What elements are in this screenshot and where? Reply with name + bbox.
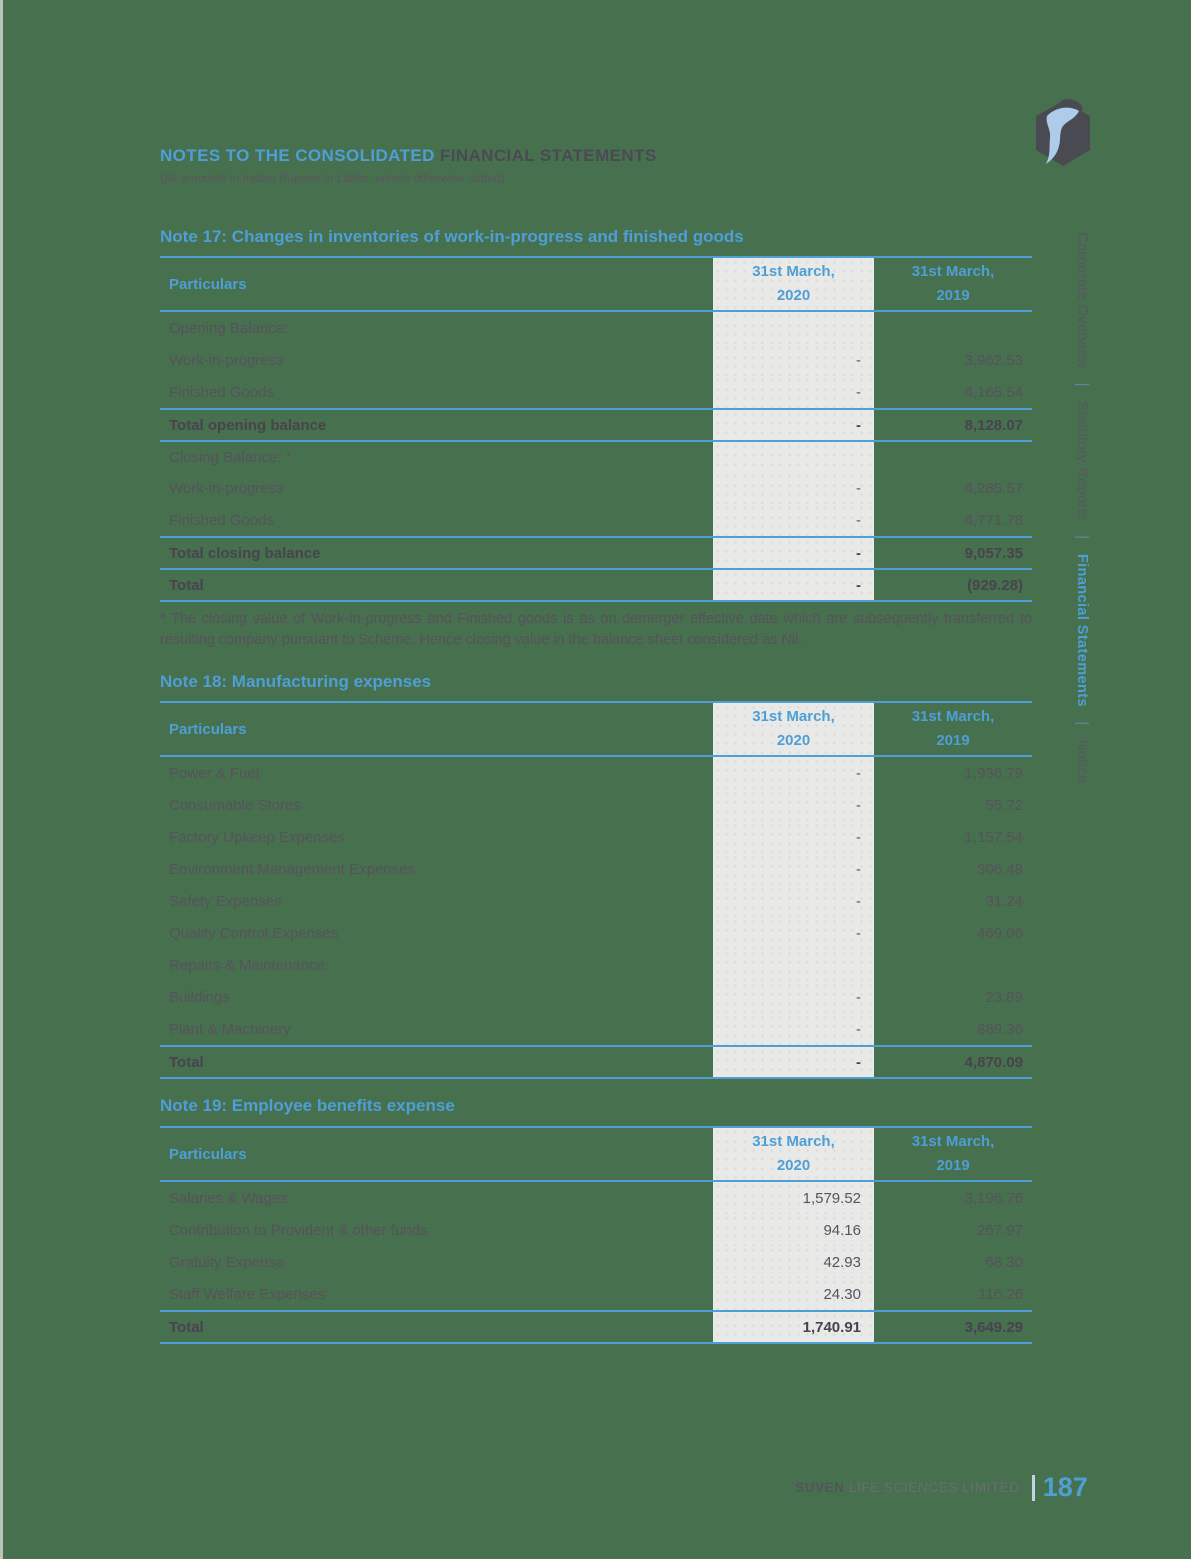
value-2020: 24.30	[713, 1278, 874, 1310]
value-2020	[713, 949, 874, 981]
column-header-2020: 31st March, 2020	[713, 258, 874, 310]
value-2020: -	[713, 570, 874, 600]
footer-separator	[1032, 1475, 1035, 1501]
suven-logo-icon	[1033, 98, 1093, 168]
value-2020: -	[713, 504, 874, 536]
table-row: Opening Balance:	[160, 312, 1032, 344]
column-header-2020: 31st March, 2020	[713, 1128, 874, 1180]
table-row: Power & Fuel - 1,936.79	[160, 757, 1032, 789]
value-2019: 31.24	[985, 892, 1023, 910]
value-2019: 55.72	[985, 796, 1023, 814]
table-row: Finished Goods - 4,165.54	[160, 376, 1032, 408]
table-row: Closing Balance: *	[160, 440, 1032, 472]
column-header-particulars: Particulars	[169, 275, 247, 293]
page-number: 187	[1042, 1472, 1088, 1502]
value-2019: 4,285.57	[964, 479, 1023, 497]
note17-table	[160, 256, 1032, 602]
page-subtitle: (All amounts in Indian Rupees In Lakhs, unless otherwise stated)	[160, 171, 505, 185]
table-header-row	[160, 258, 1032, 312]
note19-table	[160, 1126, 1032, 1344]
value-2019: 23.89	[985, 988, 1023, 1006]
value-2020: -	[713, 1047, 874, 1077]
company-name: SUVEN LIFE SCIENCES LIMITED	[795, 1480, 1020, 1495]
column-header-2020: 31st March, 2020	[713, 703, 874, 755]
table-row: Gratuity Expense 42.93 68.30	[160, 1246, 1032, 1278]
table-row: Staff Welfare Expenses 24.30 116.26	[160, 1278, 1032, 1310]
value-2020: -	[713, 1013, 874, 1045]
column-header-2019: 31st March, 2019	[911, 1133, 995, 1174]
value-2019: 267.97	[977, 1221, 1023, 1239]
table-row: Buildings - 23.89	[160, 981, 1032, 1013]
note18-title: Note 18: Manufacturing expenses	[160, 672, 432, 691]
value-2019: 3,962.53	[964, 351, 1023, 369]
value-2019: 889.36	[977, 1020, 1023, 1038]
table-header-row	[160, 703, 1032, 757]
value-2019: 4,771.78	[964, 511, 1023, 529]
page-title-primary: NOTES TO THE CONSOLIDATED	[160, 146, 435, 165]
value-2020: -	[713, 538, 874, 568]
page-title-secondary: FINANCIAL STATEMENTS	[439, 146, 657, 165]
value-2019: 68.30	[985, 1253, 1023, 1271]
value-2019: 3,196.76	[964, 1189, 1023, 1207]
value-2019: 8,128.07	[964, 416, 1023, 434]
table-row: Work-in-progress - 4,285.57	[160, 472, 1032, 504]
value-2019: 1,157.54	[964, 828, 1023, 846]
section-tabs	[1074, 232, 1090, 783]
value-2019: 3,649.29	[964, 1318, 1023, 1336]
value-2020: -	[713, 885, 874, 917]
tab-separator: |	[1074, 535, 1090, 540]
value-2020: -	[713, 789, 874, 821]
column-header-particulars: Particulars	[169, 720, 247, 738]
table-row: Plant & Machinery - 889.36	[160, 1013, 1032, 1045]
value-2019: 1,936.79	[964, 764, 1023, 782]
value-2020: -	[713, 410, 874, 440]
table-row: Contribution to Provident & other funds 94.16 267.97	[160, 1214, 1032, 1246]
page-footer	[795, 1474, 1095, 1501]
value-2019: (929.28)	[967, 576, 1023, 594]
value-2020: 1,740.91	[713, 1312, 874, 1342]
table-row: Salaries & Wages 1,579.52 3,196.76	[160, 1182, 1032, 1214]
table-row: Environment Management Expenses - 306.48	[160, 853, 1032, 885]
value-2019: 4,165.54	[964, 383, 1023, 401]
value-2020: -	[713, 344, 874, 376]
table-row: Consumable Stores - 55.72	[160, 789, 1032, 821]
table-row-total: Total 1,740.91 3,649.29	[160, 1310, 1032, 1342]
tab-financial-statements: Financial Statements	[1074, 553, 1090, 707]
table-row-total: Total opening balance - 8,128.07	[160, 408, 1032, 440]
value-2019: 469.06	[977, 924, 1023, 942]
column-header-2019: 31st March, 2019	[911, 708, 995, 749]
tab-corporate-overview: Corporate Overview	[1074, 232, 1090, 369]
value-2020: 94.16	[713, 1214, 874, 1246]
table-header-row	[160, 1128, 1032, 1182]
value-2020	[713, 442, 874, 472]
value-2020: -	[713, 757, 874, 789]
value-2020: -	[713, 821, 874, 853]
table-row-total: Total - 4,870.09	[160, 1045, 1032, 1077]
note19-title: Note 19: Employee benefits expense	[160, 1096, 455, 1115]
value-2020: 1,579.52	[713, 1182, 874, 1214]
note17-title: Note 17: Changes in inventories of work-in-progress and finished goods	[160, 227, 744, 246]
value-2020: -	[713, 853, 874, 885]
value-2020: 42.93	[713, 1246, 874, 1278]
tab-statutory-reports: Statutory Reports	[1074, 401, 1090, 521]
page-title	[160, 146, 1032, 166]
tab-notice: Notice	[1074, 739, 1090, 784]
tab-separator: |	[1074, 382, 1090, 387]
value-2019: 306.48	[977, 860, 1023, 878]
table-row-total: Total - (929.28)	[160, 568, 1032, 600]
note17-footnote: * The closing value of Work-in-progress and Finished goods is as on demerger effective date which are subsequently transferred to resulting company pursuant to Scheme. Hence closing value in the balance sheet considered as Nil.	[160, 611, 1032, 648]
value-2020: -	[713, 472, 874, 504]
table-row: Safety Expenses - 31.24	[160, 885, 1032, 917]
value-2020: -	[713, 917, 874, 949]
column-header-2019: 31st March, 2019	[911, 263, 995, 304]
table-row: Quality Control Expenses - 469.06	[160, 917, 1032, 949]
value-2020: -	[713, 981, 874, 1013]
value-2019: 9,057.35	[964, 544, 1023, 562]
table-row: Work-in-progress - 3,962.53	[160, 344, 1032, 376]
column-header-particulars: Particulars	[169, 1145, 247, 1163]
main-content	[160, 146, 1032, 1344]
page-edge-strip	[0, 0, 3, 1559]
note18-table	[160, 701, 1032, 1079]
table-row: Repairs & Maintenance:	[160, 949, 1032, 981]
value-2020	[713, 312, 874, 344]
value-2020: -	[713, 376, 874, 408]
table-row-total: Total closing balance - 9,057.35	[160, 536, 1032, 568]
tab-separator: |	[1074, 721, 1090, 726]
value-2019: 4,870.09	[964, 1053, 1023, 1071]
table-row: Factory Upkeep Expenses - 1,157.54	[160, 821, 1032, 853]
value-2019: 116.26	[978, 1285, 1023, 1303]
table-row: Finished Goods - 4,771.78	[160, 504, 1032, 536]
